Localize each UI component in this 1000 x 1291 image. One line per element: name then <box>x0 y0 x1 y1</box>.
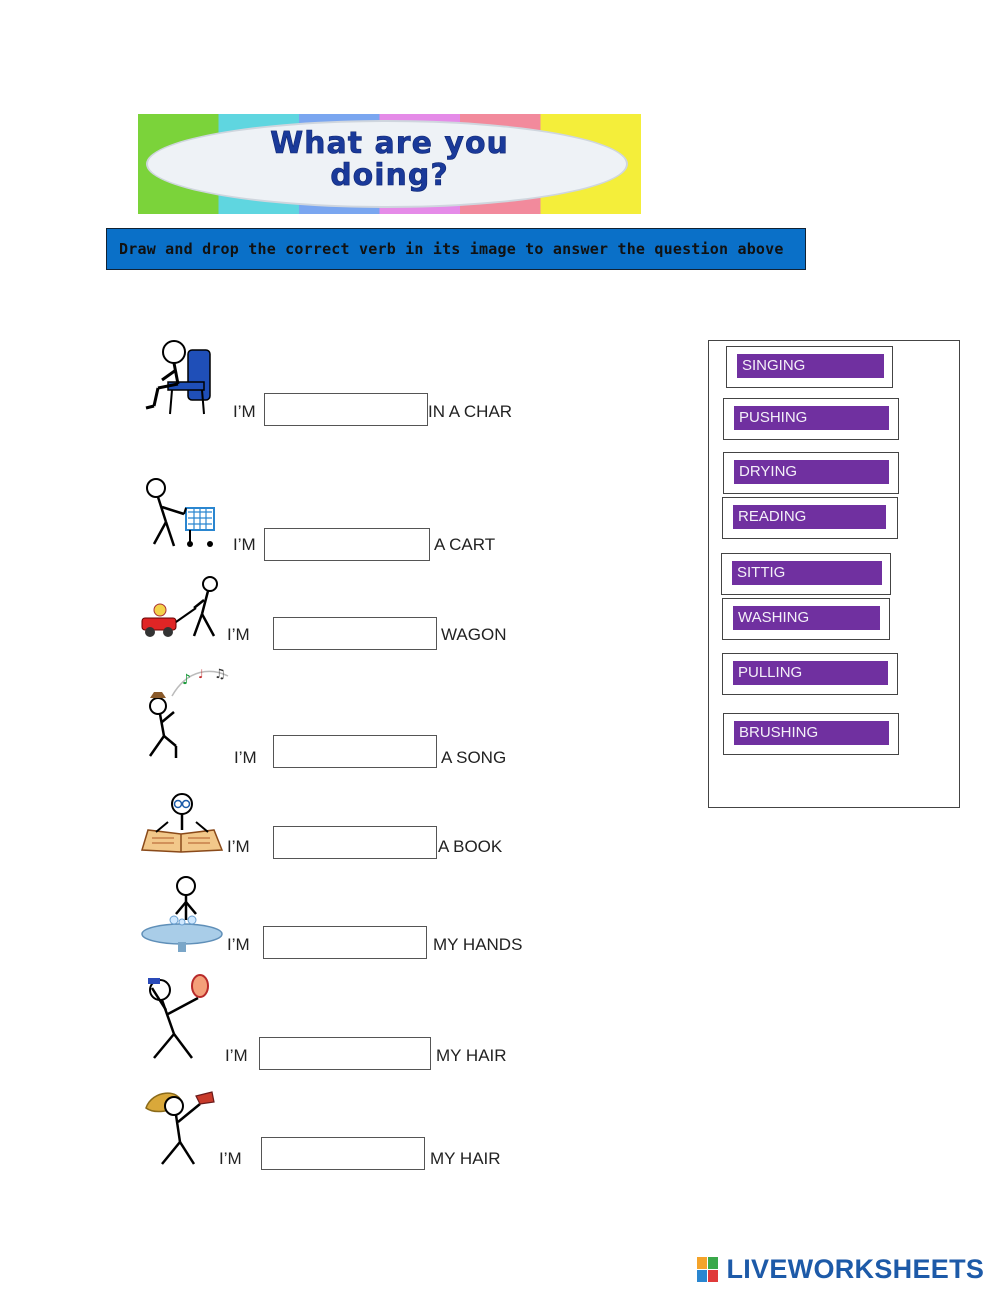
row-8-prefix: I’M <box>219 1149 242 1168</box>
row-8-suffix: MY HAIR <box>430 1149 501 1168</box>
row-2-prefix: I’M <box>233 535 256 554</box>
instruction-bar <box>106 228 806 270</box>
row-4-prefix: I’M <box>234 748 257 767</box>
word-card-pushing[interactable] <box>723 398 899 440</box>
liveworksheets-logo-icon <box>697 1257 719 1283</box>
title-banner <box>138 114 641 214</box>
row-2-suffix: A CART <box>434 535 496 554</box>
answer-drop-zone-6[interactable] <box>263 926 427 959</box>
row-3-prefix: I’M <box>227 625 250 644</box>
word-chip-label: DRYING <box>734 460 889 484</box>
answer-drop-zone-1[interactable] <box>264 393 428 426</box>
row-3-suffix: WAGON <box>441 625 507 644</box>
row-7-suffix: MY HAIR <box>436 1046 507 1065</box>
word-card-reading[interactable] <box>722 497 898 539</box>
stick-figure-sitting-chair-icon <box>138 338 218 420</box>
word-chip-label: PULLING <box>733 661 888 685</box>
stick-figure-washing-hands-icon <box>138 872 224 952</box>
word-card-sittig[interactable] <box>721 553 891 595</box>
row-5-suffix: A BOOK <box>438 837 503 856</box>
answer-drop-zone-4[interactable] <box>273 735 437 768</box>
row-7-prefix: I’M <box>225 1046 248 1065</box>
stick-figure-brushing-hair-icon <box>138 968 222 1062</box>
stick-figure-reading-book-icon <box>138 788 224 854</box>
answer-drop-zone-8[interactable] <box>261 1137 425 1170</box>
answer-drop-zone-5[interactable] <box>273 826 437 859</box>
row-6-prefix: I’M <box>227 935 250 954</box>
banner-title-line-1: What are you <box>270 126 509 161</box>
stick-figure-drying-hair-icon <box>138 1082 220 1166</box>
word-card-singing[interactable] <box>726 346 893 388</box>
word-card-brushing[interactable] <box>723 713 899 755</box>
word-card-drying[interactable] <box>723 452 899 494</box>
word-chip-label: WASHING <box>733 606 880 630</box>
row-6-suffix: MY HANDS <box>433 935 523 954</box>
stick-figure-singing-icon <box>138 662 230 762</box>
stick-figure-pushing-cart-icon <box>138 474 218 556</box>
banner-title <box>138 128 641 192</box>
word-chip-label: SINGING <box>737 354 884 378</box>
word-chip-label: READING <box>733 505 886 529</box>
word-card-pulling[interactable] <box>722 653 898 695</box>
row-5-prefix: I’M <box>227 837 250 856</box>
word-chip-label: PUSHING <box>734 406 889 430</box>
instruction-text: Draw and drop the correct verb in its image to answer the question above <box>119 240 784 258</box>
liveworksheets-logo[interactable] <box>697 1254 984 1286</box>
word-chip-label: BRUSHING <box>734 721 889 745</box>
word-card-washing[interactable] <box>722 598 890 640</box>
answer-drop-zone-7[interactable] <box>259 1037 431 1070</box>
answer-drop-zone-2[interactable] <box>264 528 430 561</box>
word-chip-label: SITTIG <box>732 561 882 585</box>
svg-text:♩: ♩ <box>198 667 204 681</box>
svg-text:♫: ♫ <box>214 667 226 682</box>
row-4-suffix: A SONG <box>441 748 507 767</box>
stick-figure-pulling-wagon-icon <box>138 574 218 642</box>
svg-text:♪: ♪ <box>182 672 191 688</box>
answer-drop-zone-3[interactable] <box>273 617 437 650</box>
row-1-prefix: I’M <box>233 402 256 421</box>
banner-title-line-2: doing? <box>330 158 449 193</box>
row-1-suffix: IN A CHAR <box>428 402 513 421</box>
logo-text: LIVEWORKSHEETS <box>726 1254 985 1284</box>
